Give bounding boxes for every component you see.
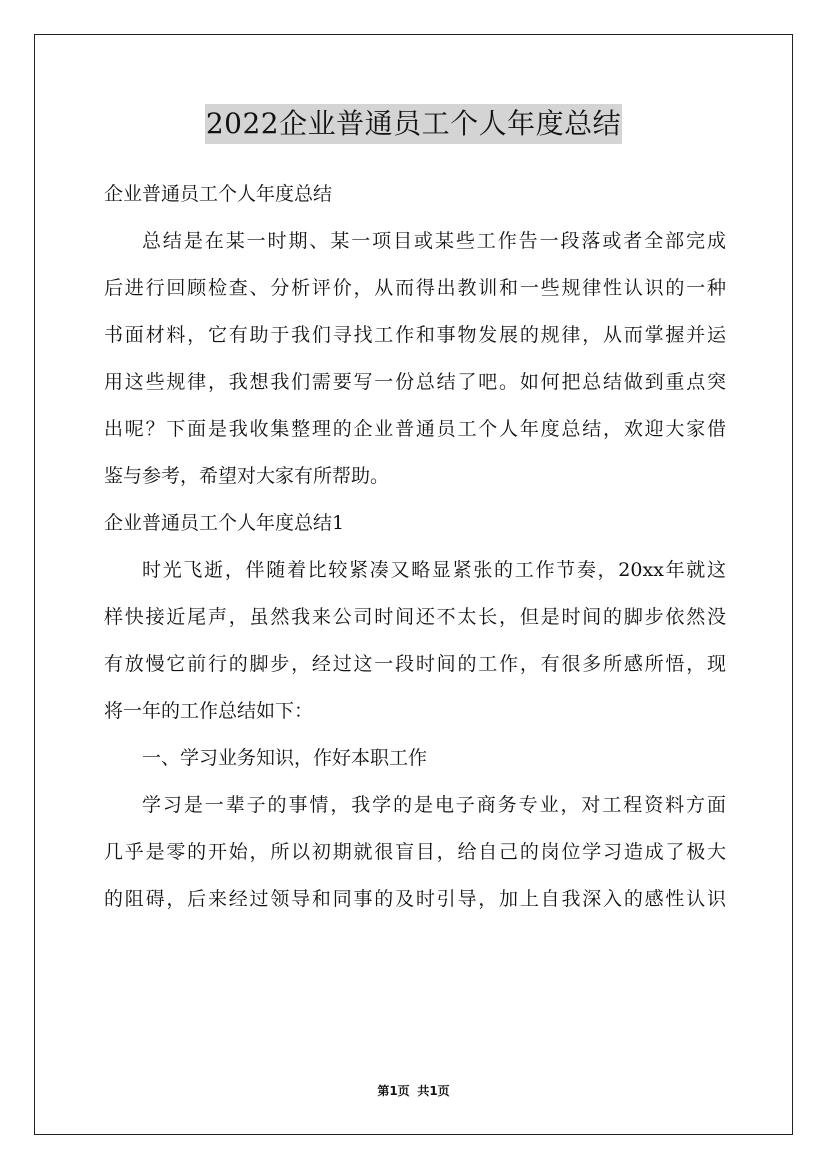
document-title-text: 2022企业普通员工个人年度总结 bbox=[205, 104, 622, 144]
body-line: 后进行回顾检查、分析评价，从而得出教训和一些规律性认识的一种 bbox=[104, 277, 726, 299]
page-total: 共1页 bbox=[417, 1084, 450, 1098]
body-line: 将一年的工作总结如下： bbox=[104, 700, 314, 722]
body-line: 几乎是零的开始，所以初期就很盲目，给自己的岗位学习造成了极大 bbox=[104, 841, 726, 863]
body-line: 的阻碍，后来经过领导和同事的及时引导，加上自我深入的感性认识 bbox=[104, 888, 726, 910]
body-line: 样快接近尾声，虽然我来公司时间还不太长，但是时间的脚步依然没 bbox=[104, 606, 726, 628]
body-line: 时光飞逝，伴随着比较紧凑又略显紧张的工作节奏，20xx年就这 bbox=[142, 559, 726, 581]
body-line: 学习是一辈子的事情，我学的是电子商务专业，对工程资料方面 bbox=[142, 794, 726, 816]
body-line: 总结是在某一时期、某一项目或某些工作告一段落或者全部完成 bbox=[142, 230, 726, 252]
body-line: 有放慢它前行的脚步，经过这一段时间的工作，有很多所感所悟，现 bbox=[104, 653, 726, 675]
body-line: 企业普通员工个人年度总结1 bbox=[104, 512, 345, 534]
document-title bbox=[0, 103, 827, 144]
document-body bbox=[104, 171, 726, 923]
body-line: 出呢？下面是我收集整理的企业普通员工个人年度总结，欢迎大家借 bbox=[104, 418, 726, 440]
body-line: 鉴与参考，希望对大家有所帮助。 bbox=[104, 465, 390, 487]
page-number: 第1页 bbox=[377, 1084, 410, 1098]
body-line: 用这些规律，我想我们需要写一份总结了吧。如何把总结做到重点突 bbox=[104, 371, 726, 393]
body-line: 一、学习业务知识，作好本职工作 bbox=[142, 747, 428, 769]
body-line: 企业普通员工个人年度总结 bbox=[104, 183, 333, 205]
body-line: 书面材料，它有助于我们寻找工作和事物发展的规律，从而掌握并运 bbox=[104, 324, 726, 346]
page-footer bbox=[0, 1083, 827, 1099]
